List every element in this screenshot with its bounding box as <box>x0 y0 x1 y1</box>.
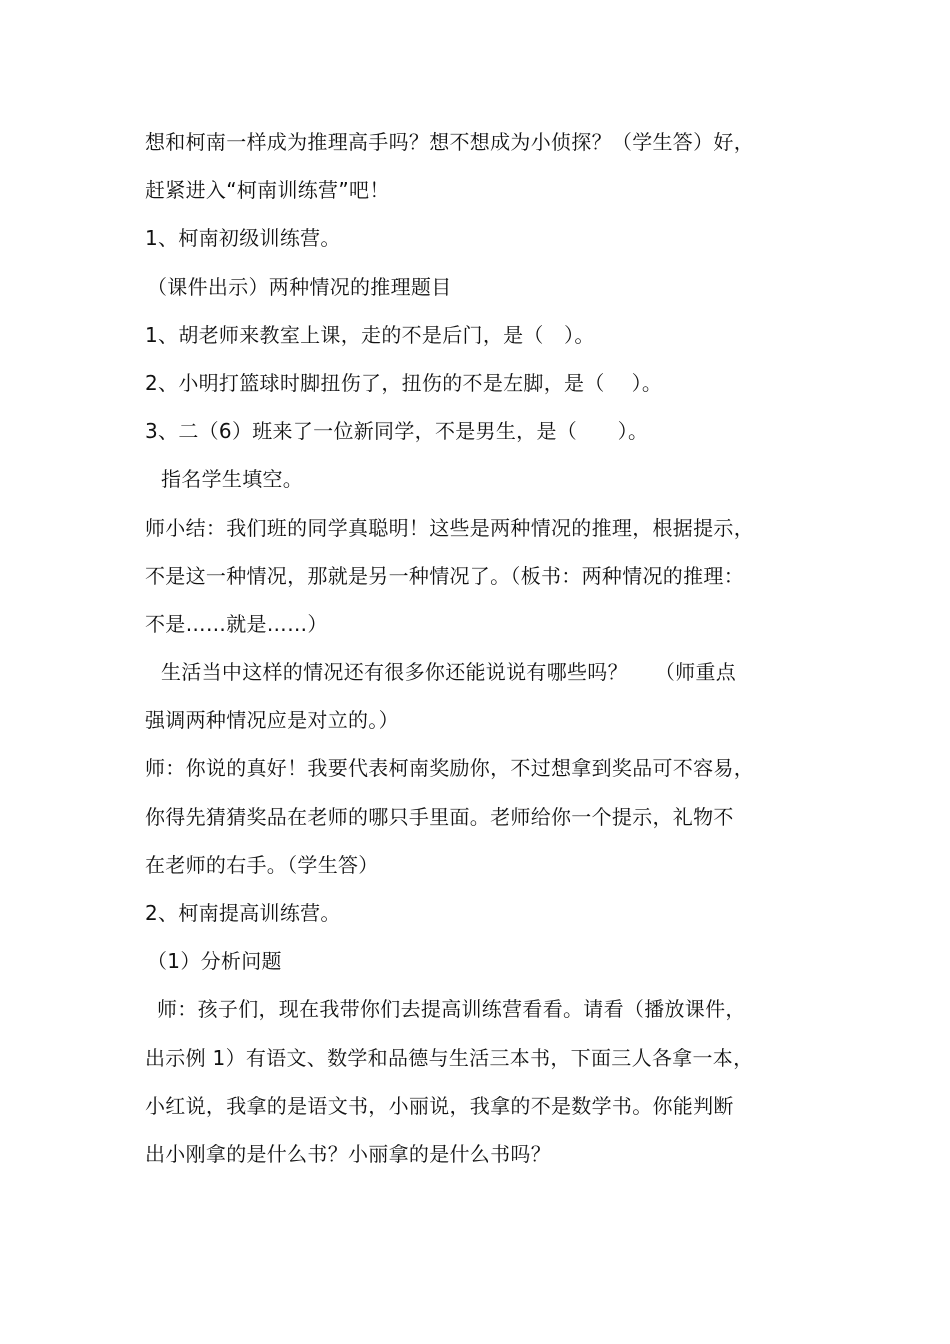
paragraph-line: 强调两种情况应是对立的。） <box>145 708 399 733</box>
paragraph-line: 赶紧进入“柯南训练营”吧！ <box>145 178 390 203</box>
paragraph-line: 你得先猜猜奖品在老师的哪只手里面。老师给你一个提示，礼物不 <box>145 804 734 829</box>
paragraph-line: 出示例 1）有语文、数学和品德与生活三本书，下面三人各拿一本， <box>145 1045 754 1070</box>
paragraph-line: 不是……就是……） <box>145 611 328 636</box>
paragraph-line: （课件出示）两种情况的推理题目 <box>147 274 452 299</box>
subsection-heading: （1）分析问题 <box>147 949 282 974</box>
paragraph-line: 小红说，我拿的是语文书，小丽说，我拿的不是数学书。你能判断 <box>145 1093 734 1118</box>
question-item: 3、二（6）班来了一位新同学，不是男生，是（ ）。 <box>145 419 649 444</box>
question-item: 1、胡老师来教室上课，走的不是后门，是（ ）。 <box>145 322 595 347</box>
paragraph-line: 师小结：我们班的同学真聪明！这些是两种情况的推理，根据提示， <box>145 515 754 540</box>
document-body <box>145 130 825 1190</box>
paragraph-line: 指名学生填空。 <box>161 467 304 492</box>
section-heading: 2、柯南提高训练营。 <box>145 901 341 925</box>
paragraph-line: 不是这一种情况，那就是另一种情况了。（板书：两种情况的推理： <box>145 563 744 588</box>
section-heading: 1、柯南初级训练营。 <box>145 226 341 251</box>
paragraph-line: 生活当中这样的情况还有很多你还能说说有哪些吗？ （师重点 <box>161 660 737 685</box>
paragraph-line: 在老师的右手。（学生答） <box>145 852 379 877</box>
question-item: 2、小明打篮球时脚扭伤了，扭伤的不是左脚，是（ ）。 <box>145 370 663 395</box>
paragraph-line: 出小刚拿的是什么书？小丽拿的是什么书吗？ <box>145 1141 551 1166</box>
paragraph-line: 想和柯南一样成为推理高手吗？想不想成为小侦探？（学生答）好， <box>145 130 754 154</box>
paragraph-line: 师：你说的真好！我要代表柯南奖励你，不过想拿到奖品可不容易， <box>145 756 754 781</box>
paragraph-line: 师：孩子们，现在我带你们去提高训练营看看。请看（播放课件， <box>157 997 746 1022</box>
